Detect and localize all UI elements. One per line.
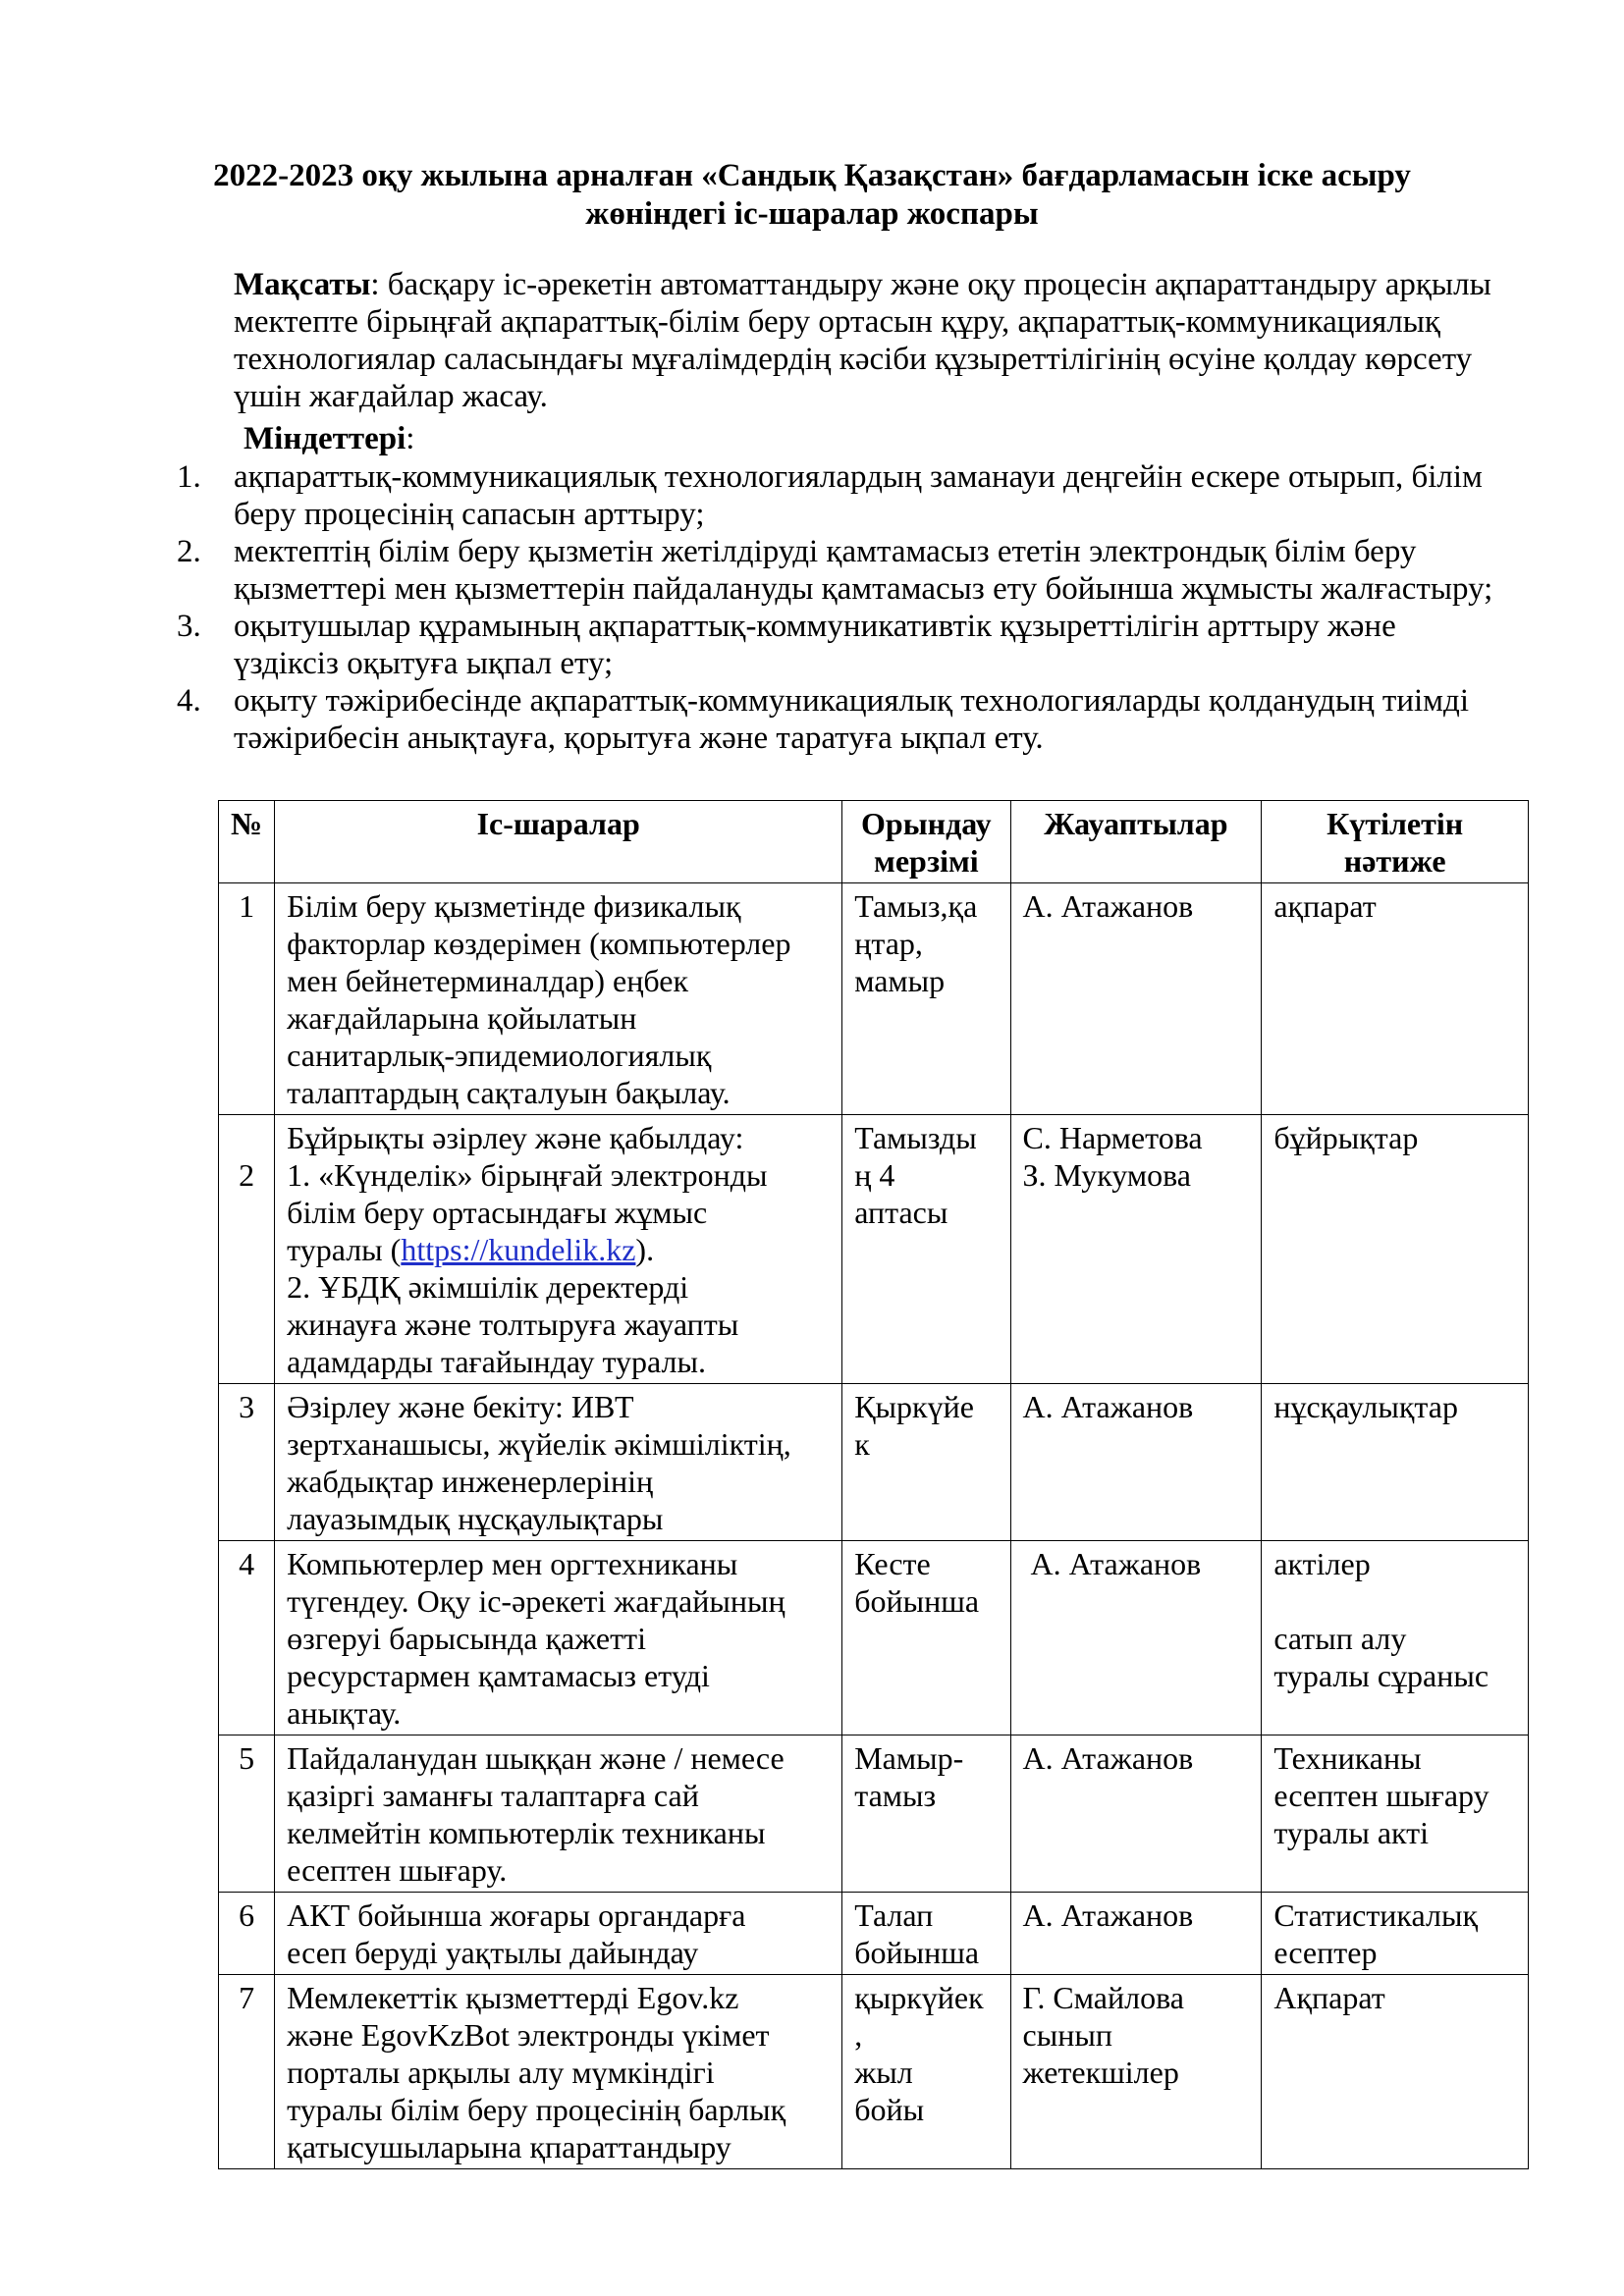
cell-line: Техниканы — [1273, 1740, 1422, 1776]
list-item — [177, 608, 1551, 682]
plan-table — [218, 800, 1529, 2169]
row-number — [219, 1115, 275, 1384]
deadline-cell — [842, 1735, 1010, 1893]
table-row — [219, 1541, 1529, 1735]
cell-line: А. Атажанов — [1022, 1389, 1194, 1424]
tasks-colon: : — [406, 421, 415, 456]
cell-line: Кесте — [854, 1546, 931, 1581]
cell-line: білім беру ортасындағы жұмыс — [287, 1195, 708, 1230]
task-line: оқыту тәжірибесінде ақпараттық-коммуникациялық технологияларды қолданудың тиімді — [234, 683, 1469, 719]
goal-line-2: мектепте бірыңғай ақпараттық-білім беру ортасын құру, ақпараттық-коммуникациялық — [234, 304, 1440, 340]
list-item — [177, 533, 1551, 608]
header-result-line: нәтиже — [1343, 843, 1446, 879]
header-deadline-line: мерзімі — [874, 843, 979, 879]
deadline-cell — [842, 1115, 1010, 1384]
cell-line: А. Атажанов — [1022, 1546, 1202, 1581]
row-number: 1 — [219, 883, 275, 1115]
goal-paragraph — [234, 266, 1549, 415]
cell-line: А. Атажанов — [1022, 1740, 1194, 1776]
cell-line: Бұйрықты әзірлеу және қабылдау: — [287, 1120, 744, 1155]
cell-line: зертханашысы, жүйелік әкімшіліктің, — [287, 1426, 791, 1462]
cell-line: Тамызды — [854, 1120, 977, 1155]
row-number: 6 — [219, 1893, 275, 1975]
event-cell — [275, 1541, 842, 1735]
cell-line: аптасы — [854, 1195, 948, 1230]
cell-line: С. Нарметова — [1022, 1120, 1203, 1155]
cell-line: сатып алу — [1273, 1621, 1407, 1656]
header-event: Іс-шаралар — [275, 801, 842, 883]
event-cell — [275, 1115, 842, 1384]
cell-line: факторлар көздерімен (компьютерлер — [287, 926, 791, 961]
cell-line: 1. «Күнделік» бірыңғай электронды — [287, 1157, 768, 1193]
cell-line: бұйрықтар — [1273, 1120, 1419, 1155]
header-result-line: Күтілетін — [1326, 806, 1464, 841]
cell-line: мамыр — [854, 963, 946, 998]
cell-line: тамыз — [854, 1778, 937, 1813]
goal-line-3: технологиялар саласындағы мұғалімдердің кәсіби құзыреттілігінің өсуіне қолдау көрсету — [234, 342, 1473, 377]
cell-line: А. Атажанов — [1022, 888, 1194, 924]
tasks-label: Міндеттері — [244, 421, 406, 456]
cell-line: Г. Смайлова — [1022, 1980, 1184, 2015]
event-cell — [275, 1893, 842, 1975]
responsible-cell — [1010, 1541, 1262, 1735]
cell-line: қыркүйек — [854, 1980, 984, 2015]
result-cell — [1262, 1541, 1529, 1735]
cell-line: лауазымдық нұсқаулықтары — [287, 1501, 664, 1536]
cell-line: түгендеу. Оқу іс-әрекеті жағдайының — [287, 1583, 785, 1619]
cell-line: З. Мукумова — [1022, 1157, 1191, 1193]
cell-line: 2. ҰБДҚ әкімшілік деректерді — [287, 1269, 689, 1305]
cell-line: санитарлық-эпидемиологиялық — [287, 1038, 712, 1073]
document-title — [157, 157, 1467, 234]
cell-line: қазіргі заманғы талаптарға сай — [287, 1778, 699, 1813]
event-cell — [275, 1384, 842, 1541]
cell-line: адамдарды тағайындау туралы. — [287, 1344, 706, 1379]
cell-line: Статистикалық — [1273, 1897, 1478, 1933]
cell-line: анықтау. — [287, 1695, 402, 1731]
cell-line: жетекшілер — [1022, 2055, 1179, 2090]
cell-line: бойынша — [854, 1935, 980, 1970]
goal-line-1: : басқару іс-әрекетін автоматтандыру және оқу процесін ақпараттандыру арқылы — [370, 267, 1491, 302]
task-line: үздіксіз оқытуға ықпал ету; — [234, 646, 614, 681]
cell-line: Тамыз,қа — [854, 888, 978, 924]
cell-line: есептен шығару. — [287, 1852, 508, 1888]
cell-line: ақпарат — [1273, 888, 1377, 924]
result-cell — [1262, 1893, 1529, 1975]
task-line: беру процесінің сапасын арттыру; — [234, 497, 705, 532]
task-line: оқытушылар құрамының ақпараттық-коммуникативтік құзыреттілігін арттыру және — [234, 609, 1396, 644]
cell-line: бойынша — [854, 1583, 980, 1619]
cell-line: туралы білім беру процесінің барлық — [287, 2092, 786, 2127]
deadline-cell — [842, 1893, 1010, 1975]
row-number-text: 2 — [239, 1157, 255, 1193]
cell-line: ңтар, — [854, 926, 923, 961]
result-cell — [1262, 1735, 1529, 1893]
result-cell — [1262, 1975, 1529, 2169]
task-line: ақпараттық-коммуникациялық технологиялардың заманауи деңгейін ескере отырып, білім — [234, 459, 1483, 495]
event-cell — [275, 883, 842, 1115]
deadline-cell — [842, 1541, 1010, 1735]
kundelik-link[interactable]: https://kundelik.kz — [401, 1232, 636, 1267]
cell-line: , — [854, 2017, 863, 2053]
cell-line: ң 4 — [854, 1157, 895, 1193]
title-line-2: жөніндегі іс-шаралар жоспары — [585, 196, 1039, 232]
responsible-cell — [1010, 1384, 1262, 1541]
task-number: 4. — [177, 683, 201, 719]
cell-line: туралы сұраныс — [1273, 1658, 1489, 1693]
cell-line: талаптардың сақталуын бақылау. — [287, 1075, 731, 1110]
responsible-cell — [1010, 883, 1262, 1115]
cell-line: Әзірлеу және бекіту: ИВТ — [287, 1389, 634, 1424]
cell-line: туралы акті — [1273, 1815, 1430, 1850]
header-num: № — [219, 801, 275, 883]
task-number: 1. — [177, 459, 201, 495]
result-cell — [1262, 1384, 1529, 1541]
row-number: 3 — [219, 1384, 275, 1541]
header-responsible: Жауаптылар — [1010, 801, 1262, 883]
responsible-cell — [1010, 1893, 1262, 1975]
task-line: тәжірибесін анықтауға, қорытуға және таратуға ықпал ету. — [234, 721, 1044, 756]
header-deadline-line: Орындау — [861, 806, 992, 841]
cell-line: мен бейнетерминалдар) еңбек — [287, 963, 688, 998]
deadline-cell — [842, 1975, 1010, 2169]
cell-line: Талап — [854, 1897, 934, 1933]
cell-line: жағдайларына қойылатын — [287, 1000, 637, 1036]
table-row — [219, 1975, 1529, 2169]
cell-line: есептер — [1273, 1935, 1378, 1970]
cell-line: өзгеруі барысында қажетті — [287, 1621, 646, 1656]
table-row — [219, 1735, 1529, 1893]
task-line: мектептің білім беру қызметін жетілдіруді қамтамасыз ететін электрондық білім беру — [234, 534, 1417, 569]
cell-line: қатысушыларына қпараттандыру — [287, 2129, 731, 2164]
list-item — [177, 682, 1551, 757]
cell-line: Мамыр- — [854, 1740, 964, 1776]
table-row — [219, 883, 1529, 1115]
cell-line: есептен шығару — [1273, 1778, 1489, 1813]
cell-line: және EgovKzBot электронды үкімет — [287, 2017, 770, 2053]
task-number: 2. — [177, 534, 201, 569]
list-item — [177, 458, 1551, 533]
cell-line: сынып — [1022, 2017, 1112, 2053]
result-cell — [1262, 1115, 1529, 1384]
cell-line: Пайдаланудан шыққан және / немесе — [287, 1740, 785, 1776]
cell-text: туралы ( — [287, 1232, 402, 1267]
task-line: қызметтері мен қызметтерін пайдалануды қамтамасыз ету бойынша жұмысты жалғастыру; — [234, 571, 1493, 607]
cell-line: Мемлекеттік қызметтерді Egov.kz — [287, 1980, 739, 2015]
cell-line: жинауға және толтыруға жауапты — [287, 1307, 739, 1342]
cell-line: Білім беру қызметінде физикалық — [287, 888, 741, 924]
deadline-cell — [842, 883, 1010, 1115]
cell-line: Ақпарат — [1273, 1980, 1385, 2015]
header-result — [1262, 801, 1529, 883]
table-row — [219, 1893, 1529, 1975]
cell-line: жабдықтар инженерлерінің — [287, 1464, 654, 1499]
title-line-1: 2022-2023 оқу жылына арналған «Сандық Қазақстан» бағдарламасын іске асыру — [213, 158, 1411, 193]
goal-line-4: үшін жағдайлар жасау. — [234, 379, 548, 414]
cell-line: к — [854, 1426, 870, 1462]
cell-line: келмейтін компьютерлік техниканы — [287, 1815, 766, 1850]
cell-line: бойы — [854, 2092, 925, 2127]
responsible-cell — [1010, 1735, 1262, 1893]
event-cell — [275, 1735, 842, 1893]
table-header-row — [219, 801, 1529, 883]
table-row — [219, 1115, 1529, 1384]
responsible-cell — [1010, 1975, 1262, 2169]
cell-line: ресурстармен қамтамасыз етуді — [287, 1658, 710, 1693]
row-number: 5 — [219, 1735, 275, 1893]
cell-line: жыл — [854, 2055, 913, 2090]
deadline-cell — [842, 1384, 1010, 1541]
cell-line: АКТ бойынша жоғары органдарға — [287, 1897, 746, 1933]
cell-line: актілер — [1273, 1546, 1371, 1581]
cell-text: ). — [635, 1232, 655, 1267]
tasks-list — [177, 458, 1551, 757]
goal-label: Мақсаты — [234, 267, 371, 302]
table-row — [219, 1384, 1529, 1541]
event-cell — [275, 1975, 842, 2169]
row-number: 4 — [219, 1541, 275, 1735]
cell-line: Компьютерлер мен оргтехниканы — [287, 1546, 738, 1581]
result-cell — [1262, 883, 1529, 1115]
task-number: 3. — [177, 609, 201, 644]
tasks-heading — [244, 420, 414, 457]
cell-line: А. Атажанов — [1022, 1897, 1194, 1933]
cell-line: есеп беруді уақтылы дайындау — [287, 1935, 699, 1970]
row-number: 7 — [219, 1975, 275, 2169]
responsible-cell — [1010, 1115, 1262, 1384]
cell-line: порталы арқылы алу мүмкіндігі — [287, 2055, 715, 2090]
cell-line — [287, 1231, 830, 1268]
cell-line: Қыркүйе — [854, 1389, 974, 1424]
cell-line: нұсқаулықтар — [1273, 1389, 1458, 1424]
header-deadline — [842, 801, 1010, 883]
